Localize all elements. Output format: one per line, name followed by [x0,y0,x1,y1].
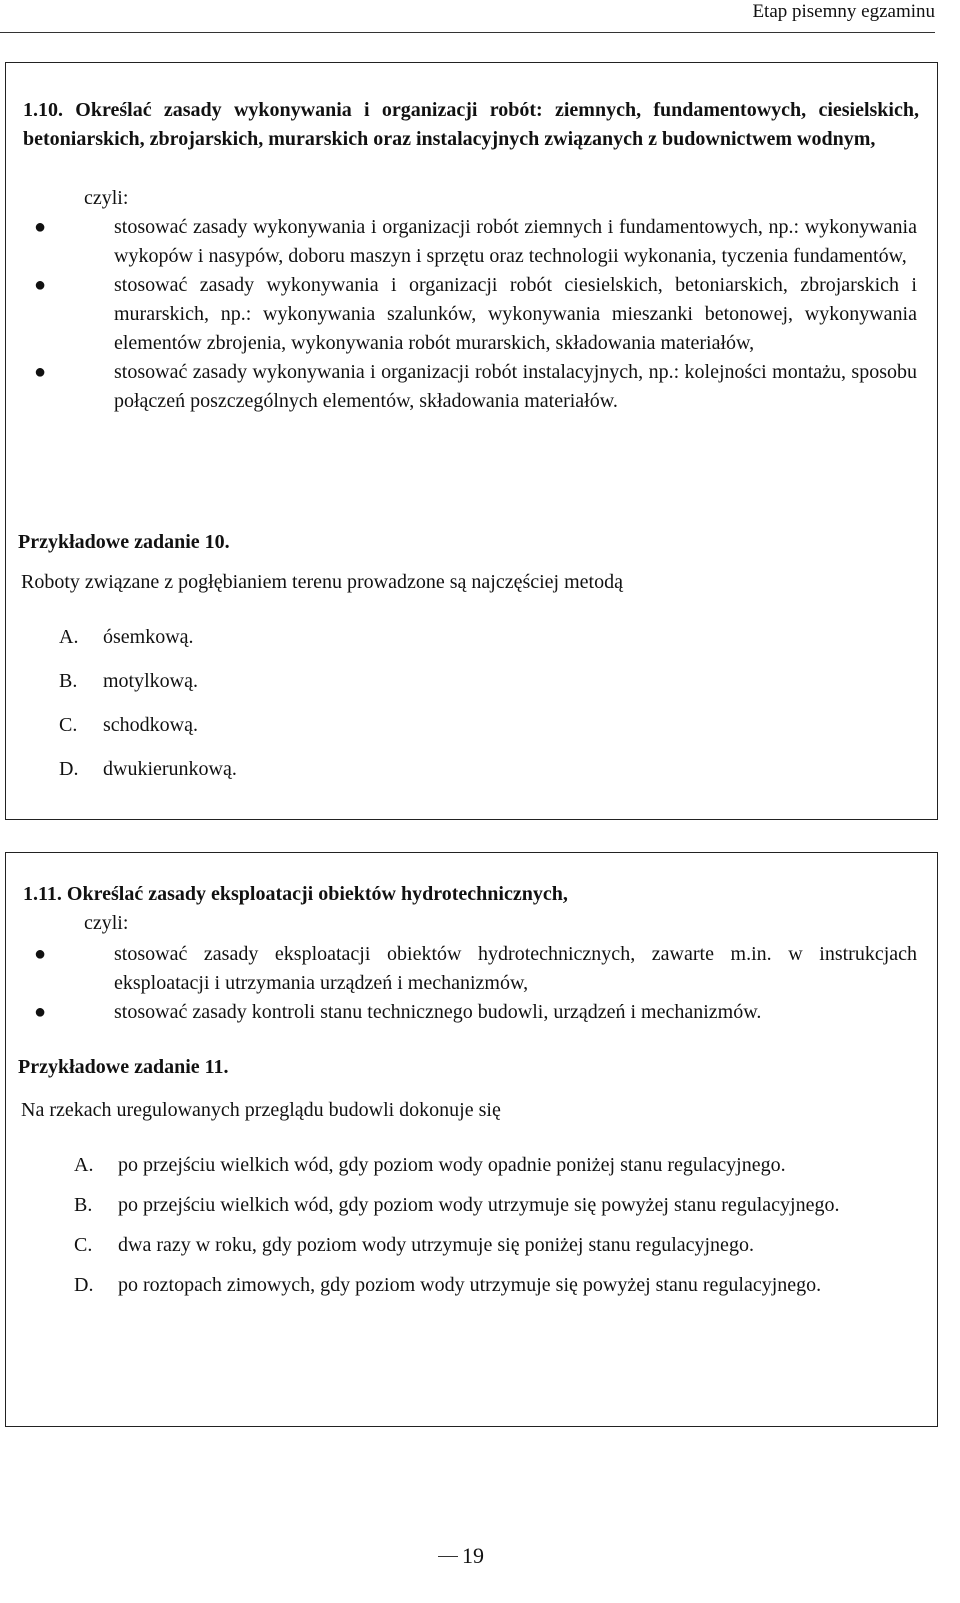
answer-option [51,667,915,696]
header-title: Etap pisemny egzaminu [752,1,935,22]
bullet-list [26,213,917,416]
list-item-text: stosować zasady wykonywania i organizacji robót instalacyjnych, np.: kolejności montażu, sposobu połączeń poszczególnych elementów, składowania materiałów. [114,361,917,412]
answer-letter: B. [59,670,78,692]
question-text: Roboty związane z pogłębianiem terenu prowadzone są najczęściej metodą [21,571,623,593]
answer-text: motylkową. [103,670,198,692]
answer-option [66,1271,915,1300]
czyli-label: czyli: [84,187,129,209]
section-heading [23,96,919,154]
footer-dash [438,1556,458,1557]
czyli-label: czyli: [84,912,129,934]
answer-option [66,1191,915,1220]
answer-letter: C. [74,1234,93,1256]
bullet-icon: ● [34,274,47,296]
answer-letter: D. [74,1274,94,1296]
answer-option [66,1151,915,1180]
list-item [26,271,917,358]
answer-letter: A. [59,626,79,648]
section-box-1-10 [5,62,938,820]
question-text: Na rzekach uregulowanych przeglądu budowli dokonuje się [21,1099,501,1121]
list-item-text: stosować zasady wykonywania i organizacji robót ciesielskich, betoniarskich, zbrojarskich i murarskich, np.: wykonywania szalunków, wykonywania mieszanki betonowej, wykonywania elementów zbrojenia, wykonywania robót murarskich, składowania materiałów, [114,274,917,354]
task-title: Przykładowe zadanie 11. [18,1056,229,1078]
section-number: 1.10. [23,99,63,121]
list-item-text: stosować zasady eksploatacji obiektów hydrotechnicznych, zawarte m.in. w instrukcjach eksploatacji i utrzymania urządzeń i mechanizmów, [114,943,917,994]
answer-letter: B. [74,1194,93,1216]
answer-letter: C. [59,714,78,736]
answer-text: ósemkową. [103,626,194,648]
answer-letter: D. [59,758,79,780]
section-heading-text: Określać zasady wykonywania i organizacji robót: ziemnych, fundamentowych, ciesielskich, betoniarskich, zbrojarskich, murarskich oraz instalacyjnych związanych z budownictwem wodnym, [23,99,919,150]
list-item [26,940,917,998]
bullet-icon: ● [34,361,47,383]
answer-option [51,623,915,652]
answer-option [66,1231,915,1260]
answer-text: po przejściu wielkich wód, gdy poziom wody utrzymuje się powyżej stanu regulacyjnego. [118,1194,840,1216]
list-item-text: stosować zasady kontroli stanu technicznego budowli, urządzeń i mechanizmów. [114,1001,762,1023]
section-heading [23,880,919,909]
list-item [26,358,917,416]
answer-option [51,711,915,740]
section-box-1-11 [5,852,938,1427]
bullet-icon: ● [34,1001,47,1023]
answer-text: po przejściu wielkich wód, gdy poziom wody opadnie poniżej stanu regulacyjnego. [118,1154,786,1176]
answer-text: dwa razy w roku, gdy poziom wody utrzymuje się poniżej stanu regulacyjnego. [118,1234,754,1256]
answer-option [51,755,915,784]
answer-text: dwukierunkową. [103,758,237,780]
list-item-text: stosować zasady wykonywania i organizacji robót ziemnych i fundamentowych, np.: wykonywania wykopów i nasypów, doboru maszyn i sprzętu oraz technologii wykonania, tyczenia fundamentów, [114,216,917,267]
list-item [26,213,917,271]
bullet-icon: ● [34,216,47,238]
answer-text: schodkową. [103,714,198,736]
section-number: 1.11. [23,883,62,905]
page-header [0,0,935,33]
bullet-icon: ● [34,943,47,965]
answer-letter: A. [74,1154,94,1176]
answer-text: po roztopach zimowych, gdy poziom wody utrzymuje się powyżej stanu regulacyjnego. [118,1274,822,1296]
section-heading-text: Określać zasady eksploatacji obiektów hydrotechnicznych, [66,883,568,905]
task-title: Przykładowe zadanie 10. [18,531,230,553]
answer-list [51,623,915,784]
answer-list [66,1151,915,1300]
page-number: 19 [462,1543,484,1568]
bullet-list [26,940,917,1027]
list-item [26,998,917,1027]
